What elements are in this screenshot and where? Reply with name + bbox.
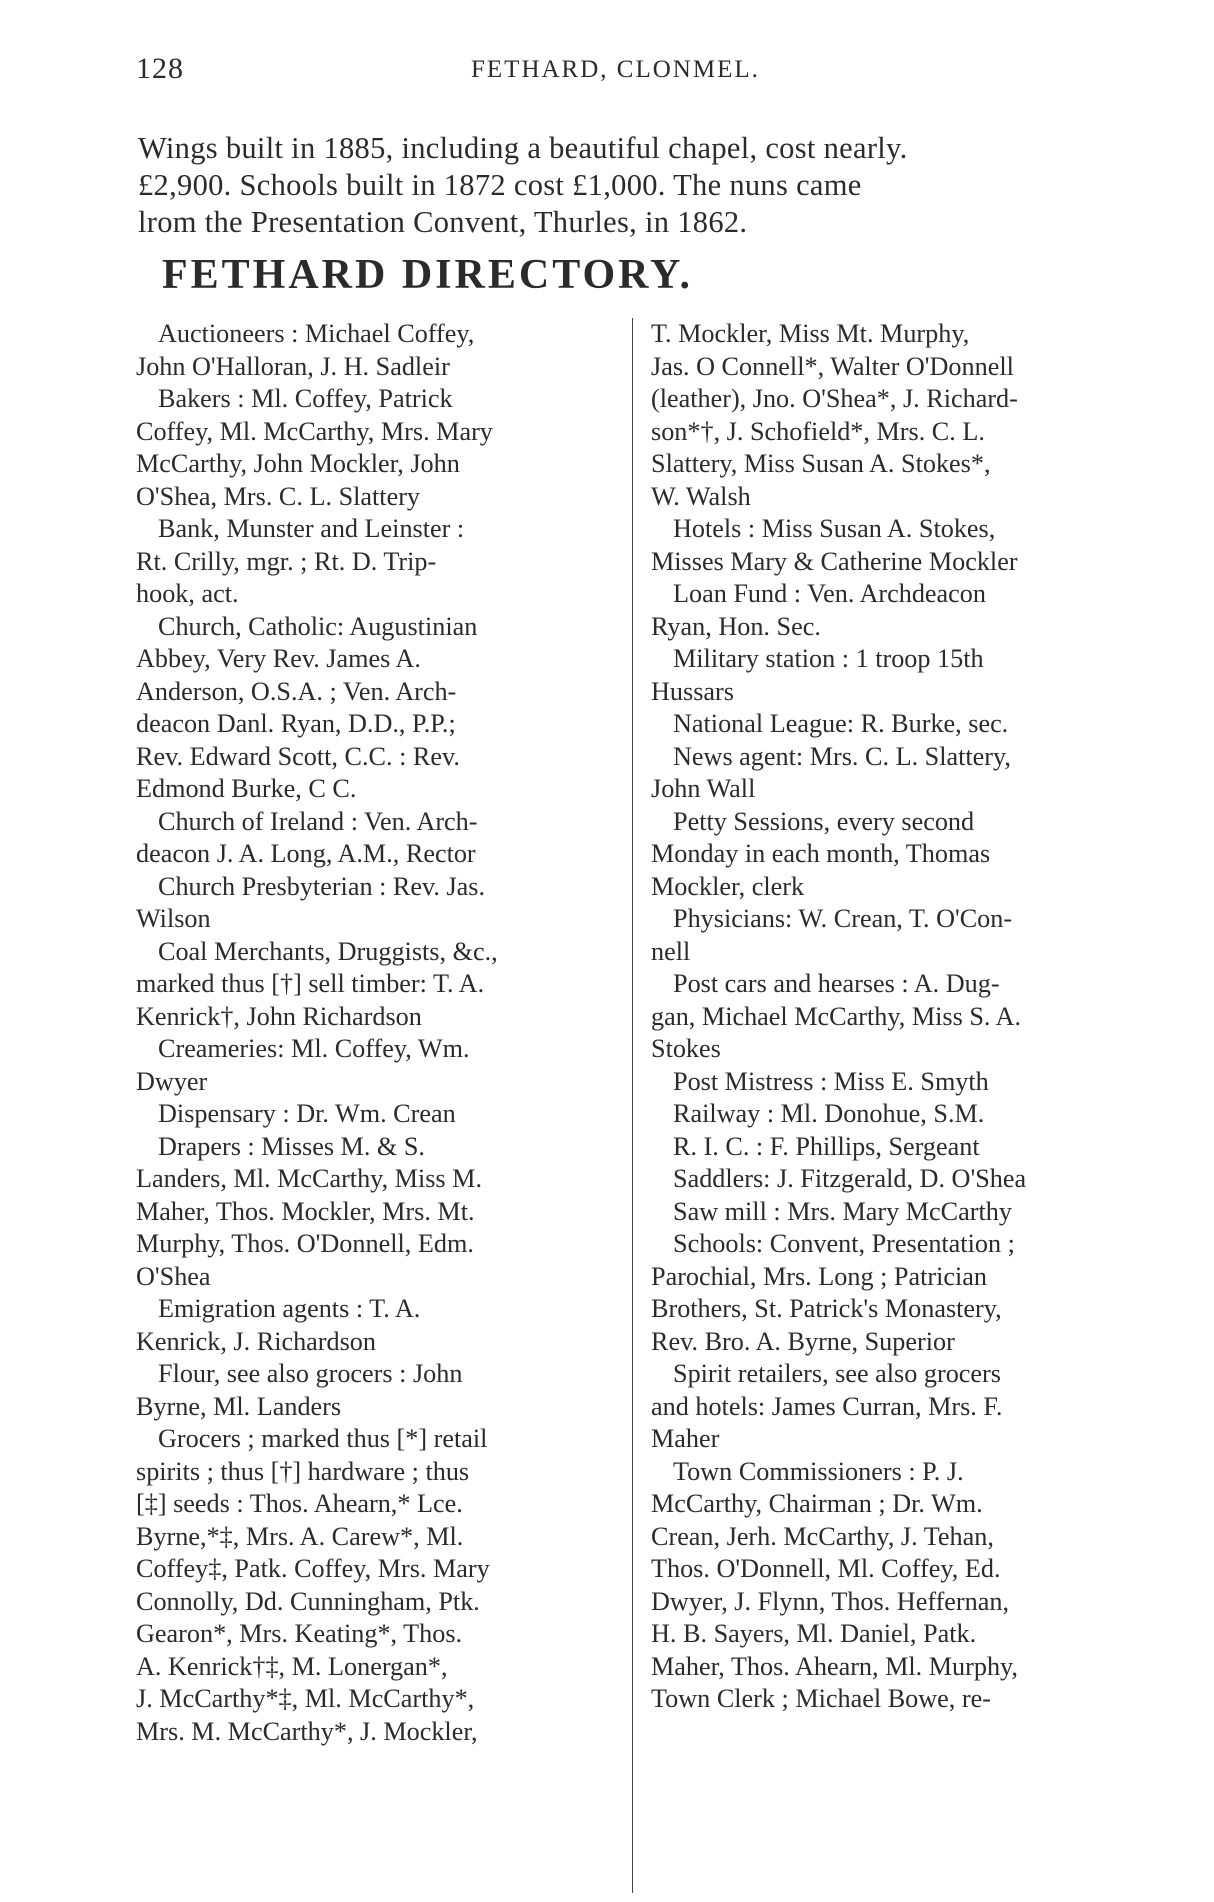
directory-line: Rev. Bro. A. Byrne, Superior bbox=[651, 1326, 955, 1356]
directory-line: A. Kenrick†‡, M. Lonergan*, bbox=[136, 1651, 448, 1681]
directory-line: Railway : Ml. Donohue, S.M. bbox=[673, 1099, 985, 1128]
intro-line: £2,900. Schools built in 1872 cost £1,000. The nuns came bbox=[138, 168, 862, 202]
directory-line: Saddlers: J. Fitzgerald, D. O'Shea bbox=[673, 1164, 1027, 1193]
directory-line: Drapers : Misses M. & S. bbox=[158, 1131, 425, 1161]
directory-line: son*†, J. Schofield*, Mrs. C. L. bbox=[651, 416, 985, 446]
intro-line: Wings built in 1885, including a beautiful chapel, cost nearly. bbox=[138, 131, 908, 165]
directory-line: News agent: Mrs. C. L. Slattery, bbox=[673, 741, 1011, 771]
directory-line: Creameries: Ml. Coffey, Wm. bbox=[158, 1034, 470, 1063]
directory-line: spirits ; thus [†] hardware ; thus bbox=[136, 1456, 470, 1486]
directory-line: Coffey, Ml. McCarthy, Mrs. Mary bbox=[136, 416, 493, 446]
directory-line: Abbey, Very Rev. James A. bbox=[136, 644, 421, 673]
directory-line: John O'Halloran, J. H. Sadleir bbox=[136, 351, 450, 381]
directory-line: Slattery, Miss Susan A. Stokes*, bbox=[651, 449, 991, 478]
directory-line: Kenrick†, John Richardson bbox=[136, 1001, 422, 1031]
directory-line: Church, Catholic: Augustinian bbox=[158, 611, 478, 641]
directory-line: Edmond Burke, C C. bbox=[136, 774, 357, 803]
directory-line: Mockler, clerk bbox=[651, 871, 805, 901]
directory-line: W. Walsh bbox=[651, 481, 751, 511]
directory-line: Town Clerk ; Michael Bowe, re- bbox=[651, 1684, 991, 1713]
directory-title: FETHARD DIRECTORY. bbox=[162, 252, 693, 298]
directory-line: Grocers ; marked thus [*] retail bbox=[158, 1424, 488, 1453]
directory-line: Petty Sessions, every second bbox=[673, 806, 975, 836]
directory-line: Stokes bbox=[651, 1034, 721, 1063]
directory-line: Dwyer, J. Flynn, Thos. Heffernan, bbox=[651, 1586, 1010, 1616]
directory-line: H. B. Sayers, Ml. Daniel, Patk. bbox=[651, 1619, 977, 1648]
right-column bbox=[651, 318, 1131, 1716]
directory-line: Rev. Edward Scott, C.C. : Rev. bbox=[136, 741, 460, 771]
directory-line: Hussars bbox=[651, 676, 734, 706]
directory-line: Thos. O'Donnell, Ml. Coffey, Ed. bbox=[651, 1554, 1001, 1583]
directory-line: McCarthy, Chairman ; Dr. Wm. bbox=[651, 1489, 983, 1518]
directory-line: Anderson, O.S.A. ; Ven. Arch- bbox=[136, 676, 457, 706]
directory-line: R. I. C. : F. Phillips, Sergeant bbox=[673, 1131, 980, 1161]
directory-line: Post cars and hearses : A. Dug- bbox=[673, 969, 1000, 998]
directory-line: McCarthy, John Mockler, John bbox=[136, 449, 460, 478]
directory-line: Town Commissioners : P. J. bbox=[673, 1456, 964, 1486]
directory-line: Kenrick, J. Richardson bbox=[136, 1326, 376, 1356]
page-number: 128 bbox=[136, 52, 184, 85]
directory-line: Maher, Thos. Ahearn, Ml. Murphy, bbox=[651, 1651, 1018, 1681]
directory-line: Rt. Crilly, mgr. ; Rt. D. Trip- bbox=[136, 546, 437, 576]
running-title: FETHARD, CLONMEL. bbox=[471, 56, 760, 83]
intro-line: lrom the Presentation Convent, Thurles, in 1862. bbox=[138, 205, 748, 239]
directory-line: Coffey‡, Patk. Coffey, Mrs. Mary bbox=[136, 1554, 490, 1583]
directory-line: J. McCarthy*‡, Ml. McCarthy*, bbox=[136, 1684, 475, 1713]
directory-line: nell bbox=[651, 936, 691, 966]
directory-line: Mrs. M. McCarthy*, J. Mockler, bbox=[136, 1716, 478, 1746]
directory-line: T. Mockler, Miss Mt. Murphy, bbox=[651, 319, 970, 348]
directory-line: Bakers : Ml. Coffey, Patrick bbox=[158, 384, 453, 413]
directory-line: Murphy, Thos. O'Donnell, Edm. bbox=[136, 1229, 474, 1258]
directory-line: Byrne, Ml. Landers bbox=[136, 1391, 342, 1421]
directory-line: Jas. O Connell*, Walter O'Donnell bbox=[651, 351, 1014, 381]
directory-line: Wilson bbox=[136, 904, 211, 933]
directory-line: Brothers, St. Patrick's Monastery, bbox=[651, 1294, 1002, 1323]
directory-line: marked thus [†] sell timber: T. A. bbox=[136, 969, 485, 998]
directory-line: Bank, Munster and Leinster : bbox=[158, 514, 465, 543]
directory-line: O'Shea bbox=[136, 1261, 211, 1291]
directory-line: Post Mistress : Miss E. Smyth bbox=[673, 1066, 989, 1096]
directory-line: [‡] seeds : Thos. Ahearn,* Lce. bbox=[136, 1489, 463, 1518]
directory-line: deacon J. A. Long, A.M., Rector bbox=[136, 839, 476, 868]
left-column bbox=[136, 318, 616, 1748]
directory-line: Coal Merchants, Druggists, &c., bbox=[158, 936, 498, 966]
directory-line: (leather), Jno. O'Shea*, J. Richard- bbox=[651, 384, 1018, 413]
directory-line: Spirit retailers, see also grocers bbox=[673, 1359, 1001, 1388]
directory-line: Gearon*, Mrs. Keating*, Thos. bbox=[136, 1619, 463, 1648]
directory-line: Auctioneers : Michael Coffey, bbox=[158, 319, 475, 348]
directory-line: O'Shea, Mrs. C. L. Slattery bbox=[136, 481, 421, 511]
directory-line: Monday in each month, Thomas bbox=[651, 839, 991, 868]
directory-line: Loan Fund : Ven. Archdeacon bbox=[673, 579, 986, 608]
directory-line: Byrne,*‡, Mrs. A. Carew*, Ml. bbox=[136, 1521, 464, 1551]
directory-line: Hotels : Miss Susan A. Stokes, bbox=[673, 514, 996, 543]
directory-line: gan, Michael McCarthy, Miss S. A. bbox=[651, 1001, 1021, 1031]
directory-line: Dwyer bbox=[136, 1066, 208, 1096]
directory-line: Connolly, Dd. Cunningham, Ptk. bbox=[136, 1586, 480, 1616]
directory-line: Maher, Thos. Mockler, Mrs. Mt. bbox=[136, 1196, 475, 1226]
directory-line: Misses Mary & Catherine Mockler bbox=[651, 546, 1018, 576]
directory-line: John Wall bbox=[651, 774, 756, 803]
directory-line: Schools: Convent, Presentation ; bbox=[673, 1229, 1015, 1258]
directory-line: Parochial, Mrs. Long ; Patrician bbox=[651, 1261, 988, 1291]
directory-line: and hotels: James Curran, Mrs. F. bbox=[651, 1391, 1003, 1421]
directory-line: Church Presbyterian : Rev. Jas. bbox=[158, 871, 486, 901]
directory-line: Saw mill : Mrs. Mary McCarthy bbox=[673, 1196, 1012, 1226]
directory-line: Flour, see also grocers : John bbox=[158, 1359, 463, 1388]
directory-line: Emigration agents : T. A. bbox=[158, 1294, 421, 1323]
directory-line: hook, act. bbox=[136, 579, 239, 608]
directory-line: Physicians: W. Crean, T. O'Con- bbox=[673, 904, 1013, 933]
directory-line: deacon Danl. Ryan, D.D., P.P.; bbox=[136, 709, 456, 738]
intro-paragraph bbox=[138, 130, 1142, 241]
directory-line: Maher bbox=[651, 1424, 720, 1453]
column-divider bbox=[632, 318, 633, 1893]
directory-line: Church of Ireland : Ven. Arch- bbox=[158, 806, 478, 836]
directory-line: Ryan, Hon. Sec. bbox=[651, 611, 821, 641]
directory-line: Military station : 1 troop 15th bbox=[673, 644, 984, 673]
directory-line: Landers, Ml. McCarthy, Miss M. bbox=[136, 1164, 482, 1193]
directory-line: Dispensary : Dr. Wm. Crean bbox=[158, 1099, 456, 1128]
directory-line: Crean, Jerh. McCarthy, J. Tehan, bbox=[651, 1521, 994, 1551]
page-header bbox=[136, 52, 1080, 92]
directory-line: National League: R. Burke, sec. bbox=[673, 709, 1009, 738]
